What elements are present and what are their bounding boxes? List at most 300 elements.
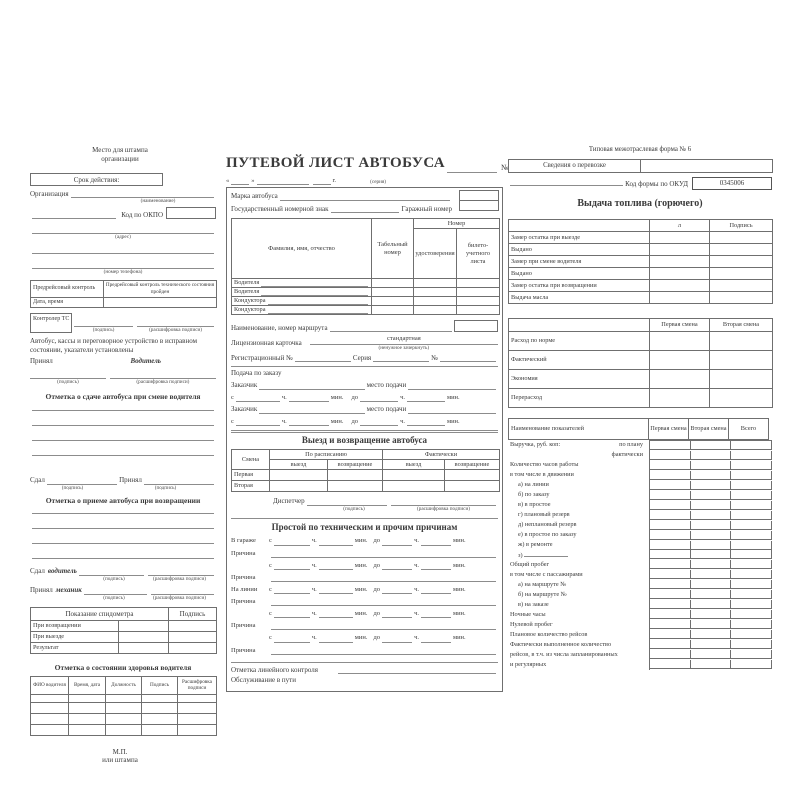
consumption-table (508, 318, 773, 408)
shift2-header: Вторая смена (688, 418, 729, 440)
left-column (30, 146, 216, 765)
blank-line (274, 611, 310, 618)
blank-line (319, 539, 353, 546)
consume-row-label: Расход по норме (509, 331, 650, 350)
registration-row (231, 354, 498, 363)
place-label: место подачи (366, 381, 407, 390)
right-column (508, 146, 772, 670)
blank-line (271, 551, 496, 558)
mechanic-label: механик (55, 586, 82, 595)
series-hint: (серия) (370, 178, 386, 185)
speedo-sign-heading: Подпись (169, 608, 217, 621)
blank-line (32, 212, 116, 219)
cell (650, 231, 710, 243)
grid-cell (731, 491, 772, 500)
series-label: Серия (352, 353, 372, 362)
speedo-heading: Показание спидометра (31, 608, 169, 621)
grid-cell (691, 570, 732, 579)
grid-cell (731, 570, 772, 579)
grid-cell (650, 630, 691, 639)
accepted2-label: Принял (119, 475, 142, 484)
grid-cell (731, 481, 772, 490)
crew-udost-header: удостоверения (414, 229, 457, 279)
health-col: Должность (106, 676, 142, 694)
transfer-table (508, 159, 773, 173)
cell (710, 243, 773, 255)
service-label: Обслуживание в пути (231, 676, 296, 685)
blank-line (382, 587, 412, 594)
cell (142, 713, 178, 724)
plate-label: Государственный номерной знак (231, 204, 329, 213)
cell (31, 713, 69, 724)
number-sign: № (431, 353, 438, 362)
blank-line (151, 588, 214, 595)
cell (710, 388, 773, 407)
grid-cell (650, 471, 691, 480)
reason-row: Причина (231, 622, 498, 630)
grid-cell (731, 511, 772, 520)
blank-line (440, 355, 496, 362)
cell (169, 632, 217, 643)
grid-cell (731, 550, 772, 559)
cell (650, 331, 710, 350)
grid-cell (691, 660, 732, 669)
indicator-labels: Выручка, руб. коп: по плану фактически Количество часов работы в том числе в движении а) на линии б) по заказу в) в простое г) плановый резерв д) неплановый резерв е) в простое по заказу ж) в ремонте з) Общий пробег в том числе с пассажирами а) на маршруте № б) на маршруте № в) на заказе Ночные часы Нулевой пробег Плановое количество рейсов Фактически выполненное количество рейсов, в т.ч. из числа запланированных и регулярных (508, 440, 649, 670)
double-divider (231, 430, 498, 433)
fuel-row-label: Выдано (509, 267, 650, 279)
cell (372, 297, 414, 306)
cell (414, 288, 457, 297)
garage-no-label: Гаражный номер (401, 204, 452, 213)
time-row: с ч. мин. до ч. мин. (231, 393, 460, 401)
strike-hint: (ненужное зачеркнуть) (378, 344, 430, 351)
sign-hint: (подпись) (57, 379, 79, 386)
grid-cell (691, 600, 732, 609)
blank-line (236, 395, 280, 402)
blank-line (330, 325, 452, 332)
blank-line (408, 383, 496, 390)
shift-header: Смена (232, 450, 270, 470)
stamp-seal-note: М.П. или штампа (102, 747, 138, 765)
blank-line (421, 636, 451, 643)
accepted3-label: Принял (30, 586, 53, 595)
blank-line (338, 667, 496, 674)
indicators-header (508, 418, 772, 440)
health-col: Расшифровка подписи (178, 676, 217, 694)
brand-label: Марка автобуса (231, 191, 278, 200)
online-label: На линии (231, 585, 258, 593)
cell (650, 255, 710, 267)
dispatcher-label: Диспетчер (273, 497, 305, 506)
cell (509, 219, 650, 231)
okud-code-box: 0345006 (692, 177, 772, 190)
idle-time-row: На линии с ч. мин. до ч. мин. (231, 585, 466, 593)
blank-line (295, 355, 351, 362)
sign-decode-hint: (расшифровка подписи) (136, 379, 190, 386)
grid-cell (650, 521, 691, 530)
divider (231, 662, 498, 663)
blank-line (307, 499, 388, 506)
grid-cell (731, 521, 772, 530)
blank-line (360, 419, 398, 426)
crew-row-label: Водителя (234, 279, 260, 287)
blank-line (32, 449, 214, 456)
reason-row: Причина (231, 598, 498, 606)
crew-row-label: Кондуктора (234, 306, 266, 314)
license-row (231, 335, 498, 350)
customer-row (231, 405, 498, 414)
route-row (231, 320, 498, 332)
cell (457, 288, 500, 297)
cell (270, 481, 328, 492)
blank-line (319, 587, 353, 594)
blank-line (313, 178, 331, 185)
sign-hint: (подпись) (103, 594, 125, 601)
fuel-row-label: Выдано (509, 243, 650, 255)
consume-row-label: Перерасход (509, 388, 650, 407)
grid-cell (691, 441, 732, 450)
shift1-header: Первая смена (650, 318, 710, 331)
route-code-box (454, 320, 498, 332)
grid-cell (650, 570, 691, 579)
grid-cell (691, 630, 732, 639)
cell (119, 643, 169, 654)
fuel-heading: Выдача топлива (горючего) (577, 198, 703, 210)
grid-cell (650, 650, 691, 659)
depart-heading: Выезд и возвращение автобуса (301, 434, 428, 445)
bus-ok-note: Автобус, кассы и переговорное устройство в исправном состоянии, указатели установлены (30, 336, 198, 354)
grid-cell (650, 550, 691, 559)
schedule-header: По расписанию (270, 450, 383, 460)
idle-time-row: с ч. мин. до ч. мин. (269, 561, 466, 569)
grid-cell (691, 580, 732, 589)
cell (710, 255, 773, 267)
middle-column (226, 154, 509, 692)
grid-cell (731, 441, 772, 450)
cell (31, 702, 69, 713)
datetime-label: Дата, время (31, 297, 104, 307)
return-heading: Отметка о приеме автобуса при возвращении (45, 495, 201, 505)
cell (710, 369, 773, 388)
blank-line (319, 636, 353, 643)
grid-cell (650, 441, 691, 450)
blank-line (271, 648, 496, 655)
blank-line (236, 419, 280, 426)
cell (178, 713, 217, 724)
cell (372, 306, 414, 315)
shift-row-label: Первая (232, 470, 270, 481)
grid-cell (691, 550, 732, 559)
blank-line (289, 395, 329, 402)
blank-line (407, 395, 445, 402)
reason-row: Причина (231, 574, 498, 582)
grid-cell (691, 590, 732, 599)
health-col: Подпись (142, 676, 178, 694)
blank-line (268, 298, 369, 305)
grid-cell (650, 481, 691, 490)
grid-cell (731, 580, 772, 589)
blank-line (257, 178, 309, 185)
accepted-mechanic-row (30, 586, 216, 595)
blank-line (360, 395, 398, 402)
blank-line (32, 404, 214, 411)
grid-cell (650, 511, 691, 520)
health-heading: Отметка о состоянии здоровья водителя (54, 663, 192, 673)
crew-row-label: Кондуктора (234, 297, 266, 305)
blank-line (274, 563, 310, 570)
grid-cell (650, 491, 691, 500)
cell (457, 306, 500, 315)
cell (142, 694, 178, 702)
blank-line (274, 539, 310, 546)
okud-label: Код формы по ОКУД (625, 179, 688, 188)
grid-cell (650, 610, 691, 619)
sign-hint: (подпись) (103, 575, 125, 582)
blank-line (32, 247, 214, 254)
speedo-row-label: При выезде (31, 632, 119, 643)
grid-cell (691, 451, 732, 460)
grid-cell (731, 461, 772, 470)
shift-row-label: Вторая (232, 481, 270, 492)
crew-ticket-header: билето-учетного листа (457, 229, 500, 279)
indicators-grid (649, 440, 772, 670)
blank-line (421, 563, 451, 570)
cell (142, 702, 178, 713)
grid-cell (650, 451, 691, 460)
blank-line (32, 434, 214, 441)
cell (169, 643, 217, 654)
cell (142, 724, 178, 735)
cell (270, 470, 328, 481)
garage-label: В гараже (231, 537, 256, 545)
plan-label: по плану (619, 440, 643, 448)
cell (372, 288, 414, 297)
idle-time-row: с ч. мин. до ч. мин. (269, 634, 466, 642)
crew-tab-header: Табельный номер (372, 219, 414, 279)
cell (169, 621, 217, 632)
cell (69, 694, 106, 702)
validity-box: Срок действия: (30, 173, 163, 186)
organization-label: Организация (30, 189, 69, 198)
customer-row (231, 381, 498, 390)
cell (641, 160, 773, 173)
depart-return-table (231, 449, 500, 492)
grid-cell (650, 590, 691, 599)
quote-close: » (251, 176, 255, 184)
grid-cell (691, 531, 732, 540)
name-hint: (наименование) (140, 198, 176, 205)
year-label: г. (332, 176, 337, 184)
sign-hint: (подпись) (343, 505, 365, 512)
license-label: Лицензионная карточка (231, 338, 302, 347)
okpo-row (30, 207, 216, 219)
cell (104, 297, 217, 307)
fuel-liters-header: л (650, 219, 710, 231)
blank-line (382, 563, 412, 570)
cell (106, 694, 142, 702)
cell (31, 724, 69, 735)
blank-line (271, 623, 496, 630)
blank-line (84, 588, 147, 595)
grid-cell (650, 660, 691, 669)
cell (383, 481, 445, 492)
driver2-label: водитель (47, 567, 77, 576)
blank-line (144, 478, 214, 485)
grid-cell (650, 541, 691, 550)
cell (445, 481, 500, 492)
grid-cell (691, 620, 732, 629)
gave-driver-row (30, 567, 216, 576)
blank-line (274, 587, 310, 594)
blank-line (421, 539, 451, 546)
blank-line (382, 636, 412, 643)
cell (69, 713, 106, 724)
form-number-note: Типовая межотраслевая форма № 6 (588, 146, 692, 153)
cell (457, 297, 500, 306)
crew-fio-header: Фамилия, имя, отчество (232, 219, 372, 279)
grid-cell (731, 630, 772, 639)
cell (106, 724, 142, 735)
blank-line (47, 478, 117, 485)
sign-decode-hint: (расшифровка подписи) (149, 326, 203, 333)
idle-time-row: с ч. мин. до ч. мин. (269, 610, 466, 618)
blank-line (319, 563, 353, 570)
cell (69, 724, 106, 735)
blank-line (319, 611, 353, 618)
cell (372, 279, 414, 288)
blank-line (271, 575, 496, 582)
okpo-code-box (166, 207, 216, 219)
blank-line (373, 355, 429, 362)
stamp-place-note: Место для штампа организации (92, 146, 148, 163)
health-col: Время, дата (69, 676, 106, 694)
fuel-row-label: Замер остатка при возвращении (509, 279, 650, 291)
blank-line (421, 611, 451, 618)
cell (710, 331, 773, 350)
blank-line (510, 179, 623, 186)
grid-cell (650, 501, 691, 510)
cell (650, 350, 710, 369)
fuel-sign-header: Подпись (710, 219, 773, 231)
reason-row: Причина (231, 647, 498, 655)
back-header: возвращение (328, 460, 383, 470)
consume-row-label: Экономия (509, 369, 650, 388)
grid-cell (650, 560, 691, 569)
controller-box: Контролер ТС (30, 313, 72, 333)
cell (650, 291, 710, 303)
accept-row (30, 357, 216, 366)
indicators-body (508, 440, 772, 670)
divider (231, 518, 498, 519)
blank-line (289, 419, 329, 426)
plate-row (231, 205, 498, 214)
sign-hint: (подпись) (92, 326, 115, 333)
sign-hint: (подпись) (61, 484, 84, 491)
out-header: выезд (383, 460, 445, 470)
grid-cell (731, 620, 772, 629)
number-sign: № (501, 162, 509, 172)
blank-line (148, 569, 214, 576)
blank-line (32, 522, 214, 529)
health-table (30, 676, 217, 736)
sign-decode-hint: (расшифровка подписи) (153, 594, 206, 601)
grid-cell (650, 461, 691, 470)
cell (650, 369, 710, 388)
shift2-header: Вторая смена (710, 318, 773, 331)
grid-cell (731, 531, 772, 540)
address-hint: (адрес) (115, 234, 131, 241)
blank-line (259, 407, 364, 414)
cell (650, 243, 710, 255)
driver-label: Водитель (130, 357, 161, 366)
fuel-row-label: Замер при смене водителя (509, 255, 650, 267)
back-header: возвращение (445, 460, 500, 470)
date-row (226, 177, 503, 185)
grid-cell (691, 511, 732, 520)
cell (414, 306, 457, 315)
blank-line (268, 307, 369, 314)
quote-open: « (226, 176, 230, 184)
speedo-row-label: Результат (31, 643, 119, 654)
shift1-header: Первая смена (648, 418, 689, 440)
grid-cell (731, 640, 772, 649)
grid-cell (691, 560, 732, 569)
grid-cell (731, 541, 772, 550)
grid-cell (650, 580, 691, 589)
cell (178, 694, 217, 702)
cell (710, 267, 773, 279)
cell (445, 470, 500, 481)
form-title: ПУТЕВОЙ ЛИСТ АВТОБУСА (226, 155, 446, 171)
blank-line (74, 320, 133, 327)
cell (383, 470, 445, 481)
sign-decode-hint: (расшифровка подписи) (417, 505, 470, 512)
grid-cell (731, 451, 772, 460)
idle-heading: Простой по техническим и прочим причинам (271, 522, 458, 533)
handover-heading: Отметка о сдаче автобуса при смене водителя (45, 392, 201, 402)
cell (710, 231, 773, 243)
grid-cell (731, 590, 772, 599)
consume-row-label: Фактический (509, 350, 650, 369)
fuel-table (508, 219, 773, 304)
blank-line (32, 419, 214, 426)
grid-cell (691, 521, 732, 530)
grid-cell (650, 640, 691, 649)
gave-accepted-row (30, 476, 216, 485)
blank-line (407, 419, 445, 426)
cell (710, 279, 773, 291)
indicators-heading: Наименование показателей (508, 418, 649, 440)
main-box (226, 187, 503, 692)
customer-label: Заказчик (231, 381, 258, 390)
okud-row (508, 177, 772, 190)
cell (119, 632, 169, 643)
grid-cell (691, 541, 732, 550)
sign-decode-hint: (расшифровка подписи) (153, 575, 206, 582)
grid-cell (691, 501, 732, 510)
blank-line (524, 550, 568, 557)
customer-label: Заказчик (231, 405, 258, 414)
line-control-row (231, 666, 498, 675)
accepted-label: Принял (30, 357, 53, 366)
grid-cell (731, 650, 772, 659)
blank-line (421, 587, 451, 594)
cell (106, 713, 142, 724)
cell (710, 291, 773, 303)
grid-cell (691, 491, 732, 500)
reg-no-label: Регистрационный № (231, 353, 293, 362)
cell (650, 388, 710, 407)
